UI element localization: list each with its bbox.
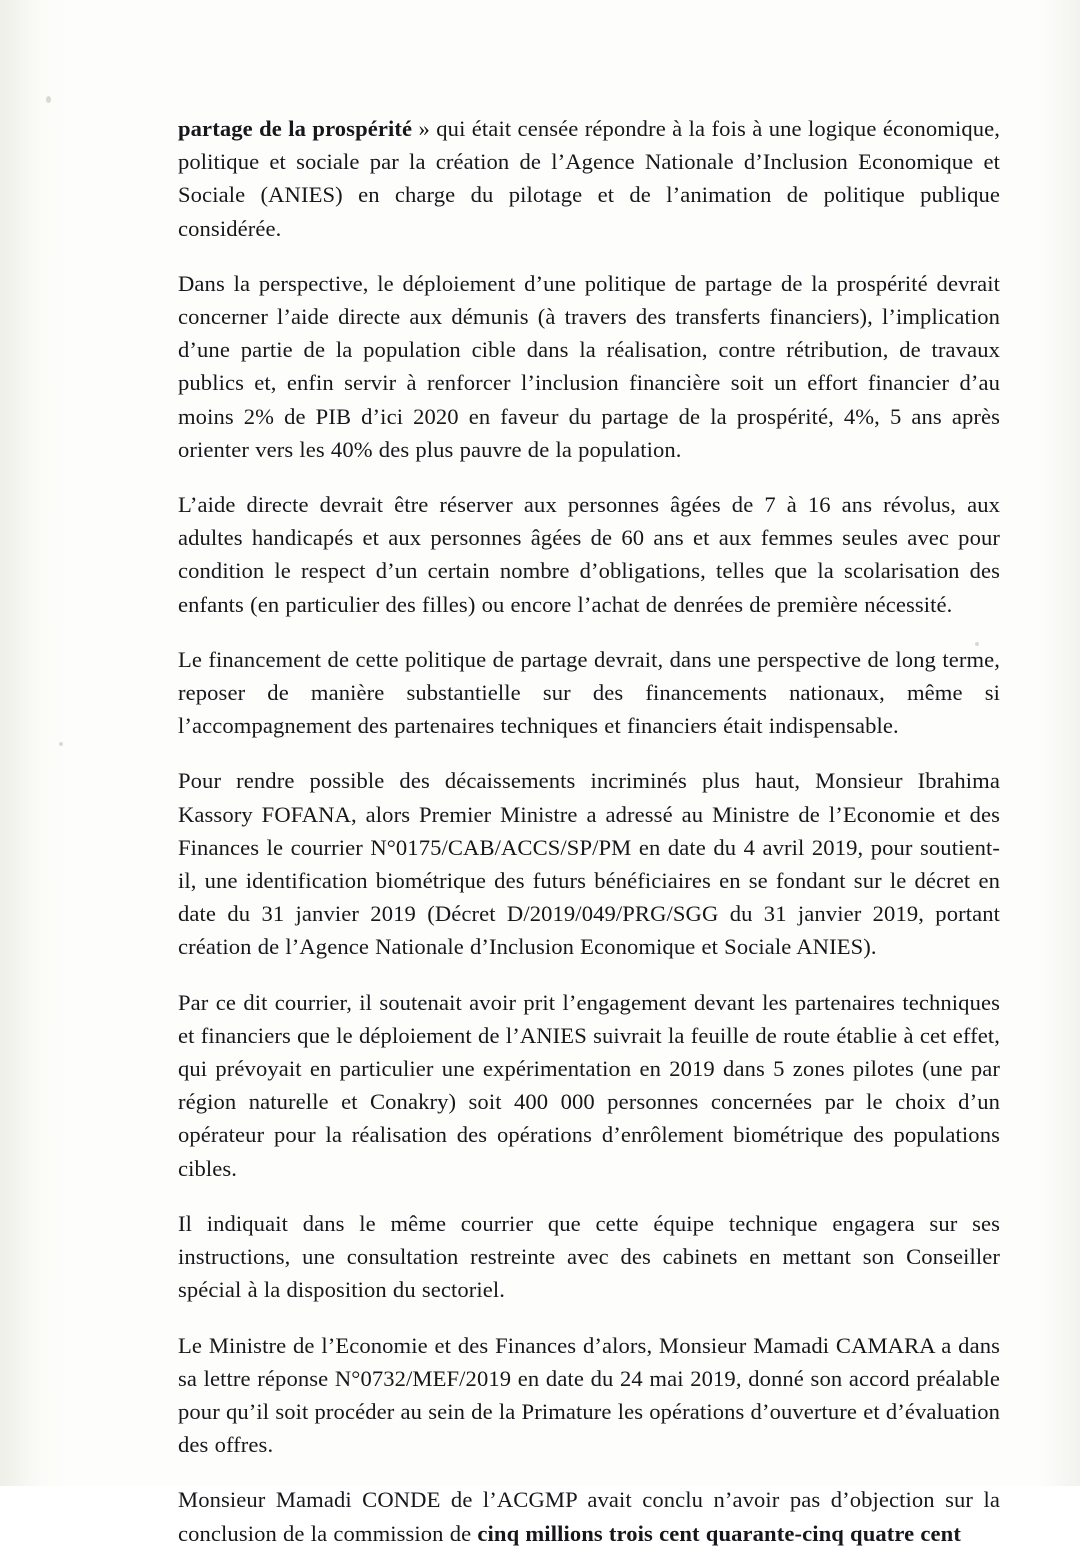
paragraph-7-text: Il indiquait dans le même courrier que cette équipe technique engagera sur ses instructions, une consultation restreinte avec des cabinets en mettant son Conseiller spécial à la disposition du sectoriel.: [178, 1210, 1000, 1303]
document-body: [178, 112, 1000, 1550]
paragraph-7: [178, 1207, 1000, 1307]
paragraph-1-lead-bold: partage de la prospérité: [178, 116, 413, 141]
paragraph-9-trailing-bold: cinq millions trois cent quarante-cinq quatre cent: [477, 1520, 961, 1546]
paragraph-2-text: Dans la perspective, le déploiement d’une politique de partage de la prospérité devrait concerner l’aide directe aux démunis (à travers des transferts financiers), l’implication d’une partie de la population cible dans la réalisation, contre rétribution, de travaux publics et, enfin servir à renforcer l’inclusion financière soit un effort financier d’au moins 2% de PIB d’ici 2020 en faveur du partage de la prospérité, 4%, 5 ans après orienter vers les 40% des plus pauvre de la population.: [178, 270, 1000, 462]
paragraph-4-text: Le financement de cette politique de partage devrait, dans une perspective de long terme, reposer de manière substantielle sur des financements nationaux, même si l’accompagnement des partenaires techniques et financiers était indispensable.: [178, 646, 1000, 739]
paragraph-6-text: Par ce dit courrier, il soutenait avoir prit l’engagement devant les partenaires techniques et financiers que le déploiement de l’ANIES suivrait la feuille de route établie à cet effet, qui prévoyait en particulier une expérimentation en 2019 dans 5 zones pilotes (une par région naturelle et Conakry) soit 400 000 personnes concernées par le choix d’un opérateur pour la réalisation des opérations d’enrôlement biométrique des populations cibles.: [178, 989, 1000, 1181]
paragraph-1: [178, 112, 1000, 245]
paragraph-9: [178, 1483, 1000, 1549]
paragraph-3-text: L’aide directe devrait être réserver aux personnes âgées de 7 à 16 ans révolus, aux adultes handicapés et aux personnes âgées de 60 ans et aux femmes seules avec pour condition le respect d’un certain nombre d’obligations, telles que la scolarisation des enfants (en particulier des filles) ou encore l’achat de denrées de première nécessité.: [178, 492, 1000, 617]
paragraph-5: [178, 764, 1000, 963]
scan-speck: [59, 742, 63, 746]
paragraph-8-text: Le Ministre de l’Economie et des Finances d’alors, Monsieur Mamadi CAMARA a dans sa lettre réponse N°0732/MEF/2019 en date du 24 mai 2019, donné son accord préalable pour qu’il soit procéder au sein de la Primature les opérations d’ouverture et d’évaluation des offres.: [178, 1332, 1000, 1458]
paragraph-6: [178, 986, 1000, 1185]
paragraph-1-text: » qui était censée répondre à la fois à une logique économique, politique et sociale par la création de l’Agence Nationale d’Inclusion Economique et Sociale (ANIES) en charge du pilotage et de l’animation de politique publique considérée.: [178, 116, 1000, 241]
paragraph-8: [178, 1329, 1000, 1462]
scan-speck: [46, 96, 51, 103]
paragraph-5-text: Pour rendre possible des décaissements incriminés plus haut, Monsieur Ibrahima Kassory FOFANA, alors Premier Ministre a adressé au Ministre de l’Economie et des Finances le courrier N°0175/CAB/ACCS/SP/PM en date du 4 avril 2019, pour soutient-il, une identification biométrique des futurs bénéficiaires en se fondant sur le décret en date du 31 janvier 2019 (Décret D/2019/049/PRG/SGG du 31 janvier 2019, portant création de l’Agence Nationale d’Inclusion Economique et Sociale ANIES).: [178, 768, 1000, 960]
paragraph-3: [178, 488, 1000, 621]
paragraph-4: [178, 643, 1000, 743]
paragraph-2: [178, 267, 1000, 466]
paragraph-9-text: Monsieur Mamadi CONDE de l’ACGMP avait conclu n’avoir pas d’objection sur la conclusion de la commission de: [178, 1487, 1000, 1546]
